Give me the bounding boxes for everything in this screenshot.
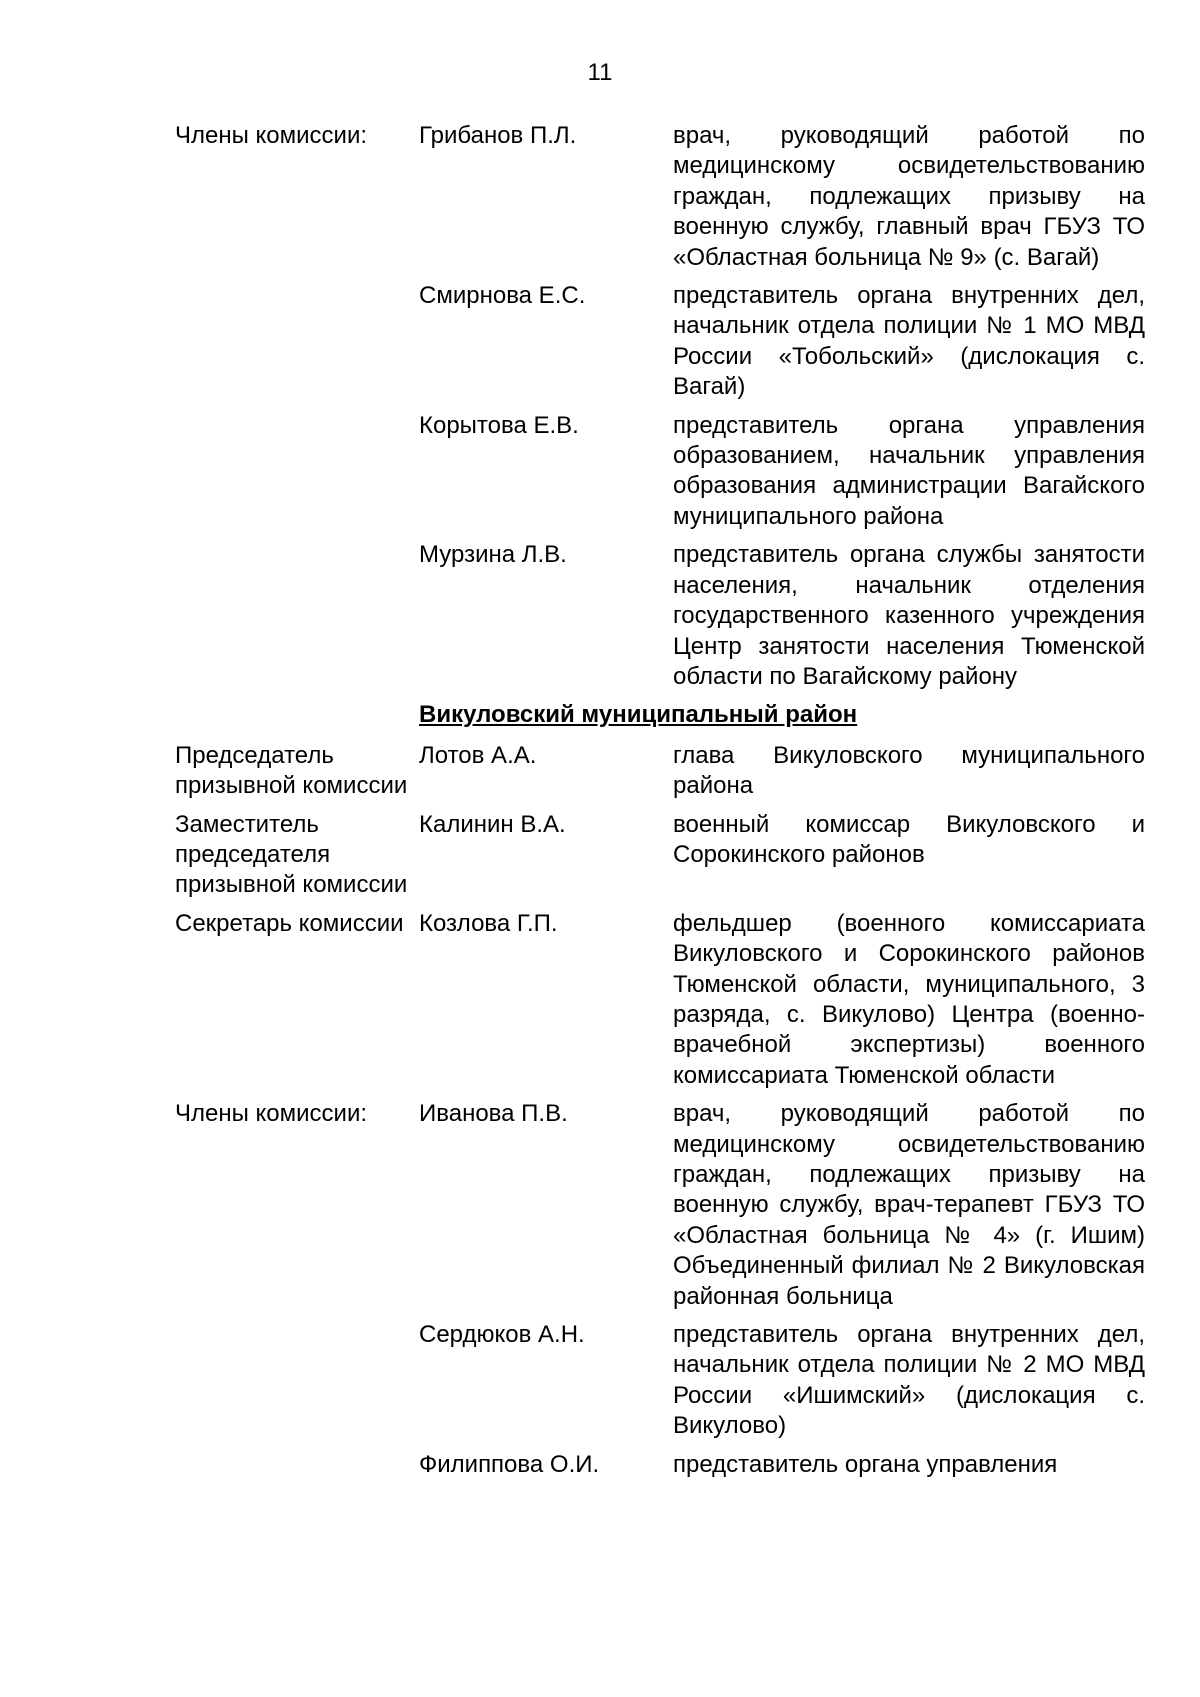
section-heading: Викуловский муниципальный район: [419, 701, 858, 729]
member-name: Грибанов П.Л.: [419, 122, 577, 149]
member-name: Корытова Е.В.: [419, 411, 579, 439]
member-description: представитель органа управления: [673, 1450, 1058, 1478]
role-label: Члены комиссии:: [175, 122, 368, 149]
member-row-ivanova: [175, 1099, 1145, 1312]
member-row-smirnova: [175, 281, 1145, 403]
role-label: Члены комиссии:: [175, 1100, 368, 1128]
member-row-lotov: [175, 741, 1145, 802]
member-description: военный комиссар Викуловского и Сорокинского районов: [673, 810, 1145, 868]
member-row-serdyukov: [175, 1320, 1145, 1442]
role-label-empty: [175, 540, 419, 692]
member-name: Мурзина Л.В.: [419, 541, 567, 569]
role-label-empty: [175, 411, 419, 533]
member-description: представитель органа службы занятости населения, начальник отделения государственного казенного учреждения Центр занятости населения Тюменской области по Вагайскому району: [673, 541, 1145, 690]
member-name: Козлова Г.П.: [419, 909, 558, 937]
member-row-kozlova: [175, 909, 1145, 1091]
member-name: Смирнова Е.С.: [419, 282, 586, 310]
member-description: фельдшер (военного комиссариата Викуловского и Сорокинского районов Тюменской области, муниципального, 3 разряда, с. Викулово) Центра (военно-врачебной экспертизы) военного комиссариата Тюменской области: [673, 909, 1145, 1089]
member-row-filippova: [175, 1450, 1145, 1480]
role-label-empty: [175, 1320, 419, 1442]
member-name: Калинин В.А.: [419, 810, 566, 838]
role-label-empty: [175, 1450, 419, 1480]
member-description: врач, руководящий работой по медицинскому освидетельствованию граждан, подлежащих призыву на военную службу, врач-терапевт ГБУЗ ТО «Областная больница № 4» (г. Ишим) Объединенный филиал № 2 Викуловская районная больница: [673, 1100, 1145, 1310]
member-description: врач, руководящий работой по медицинскому освидетельствованию граждан, подлежащих призыву на военную службу, главный врач ГБУЗ ТО «Областная больница № 9» (с. Вагай): [673, 122, 1145, 271]
role-label-empty: [175, 281, 419, 403]
member-name: Филиппова О.И.: [419, 1450, 600, 1478]
member-row-gribanov: [175, 121, 1145, 273]
member-description: представитель органа внутренних дел, начальник отдела полиции № 1 МО МВД России «Тобольский» (дислокация с. Вагай): [673, 282, 1145, 401]
page-number: 11: [587, 59, 613, 86]
member-row-korytova: [175, 411, 1145, 533]
member-name: Лотов А.А.: [419, 741, 537, 769]
member-description: представитель органа управления образованием, начальник управления образования администрации Вагайского муниципального района: [673, 411, 1145, 530]
member-description: глава Викуловского муниципального района: [673, 741, 1145, 800]
role-label: Председатель призывной комиссии: [175, 741, 408, 800]
role-label: Секретарь комиссии: [175, 909, 404, 937]
commission-list: [175, 121, 1145, 1488]
member-row-kalinin: [175, 810, 1145, 901]
member-description: представитель органа внутренних дел, начальник отдела полиции № 2 МО МВД России «Ишимский» (дислокация с. Викулово): [673, 1321, 1145, 1440]
member-name: Сердюков А.Н.: [419, 1321, 585, 1349]
role-label: Заместитель председателя призывной комиссии: [175, 810, 408, 899]
member-row-murzina: [175, 540, 1145, 692]
member-name: Иванова П.В.: [419, 1100, 568, 1128]
